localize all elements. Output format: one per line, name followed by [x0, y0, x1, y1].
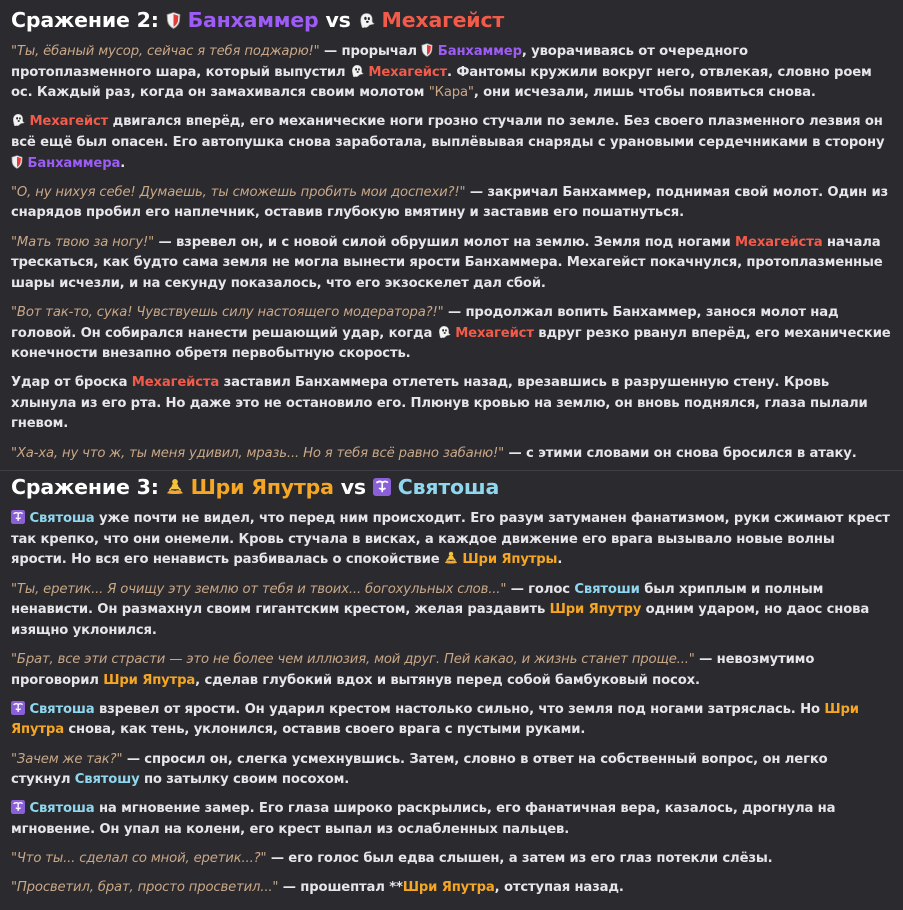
battle-3-heading — [11, 471, 891, 501]
quote: "Ха-ха, ну что ж, ты меня удивил, мразь... Но я тебя всё равно забаню!" — [11, 445, 505, 461]
quote: "Мать твою за ногу!" — [11, 234, 155, 250]
fighter-name: Мехагейст — [29, 114, 109, 130]
fighter-name: Шри Япутру — [549, 602, 642, 618]
fighter-name: Мехагейст — [368, 64, 448, 80]
fighter-name: Шри Япутра — [103, 672, 196, 688]
ghost-icon — [358, 12, 375, 29]
paragraph: "Брат, все эти страсти — это не более чем иллюзия, мой друг. Пей какао, и жизнь станет проще..." — невозмутимо проговорил Шри Япутра, сделав глубокий вдох и вытянув перед собой бамбуковый посох. — [11, 652, 815, 688]
quote: "Просветил, брат, просто просветил..." — [11, 880, 279, 896]
ghost-icon — [350, 64, 364, 78]
fighter-name: Святоша — [29, 701, 95, 717]
quote: "Брат, все эти страсти — это не более чем иллюзия, мой друг. Пей какао, и жизнь станет проще..." — [11, 652, 695, 667]
paragraph: "Ты, еретик... Я очищу эту землю от тебя и твоих... богохульных слов..." — голос Святоши был хриплым и полным ненависти. Он размахнул своим гигантским крестом, желая раздавить Шри Япутру одним ударом, но даос снова изящно уклонился. — [11, 581, 870, 638]
fighter-name: Мехагейст — [455, 325, 534, 341]
ghost-icon — [437, 325, 451, 339]
paragraph: "Ха-ха, ну что ж, ты меня удивил, мразь... Но я тебя всё равно забаню!" — с этими словами он снова бросился в атаку. — [11, 445, 857, 461]
heading-prefix: Сражение 3: — [11, 475, 159, 500]
paragraph: "Вот так-то, сука! Чувствуешь силу настоящего модератора?!" — продолжал вопить Банхаммер, занося молот над головой. Он собирался нанести решающий удар, когда Мехагейст вдруг резко рванул вперёд, его механические конечности внезапно обретя первобытную скорость. — [11, 304, 891, 362]
paragraph: Святоша уже почти не видел, что перед ним происходит. Его разум затуманен фанатизмом, руки сжимают крест так крепко, что они онемели. Кровь стучала в висках, а каждое движение его врага вызывало новые волны ярости. Но вся его ненависть разбивалась о спокойствие Шри Япутры. — [11, 511, 890, 568]
paragraph: "Мать твою за ногу!" — взревел он, и с новой силой обрушил молот на землю. Земля под ногами Мехагейста начала трескаться, как будто сама земля не могла вынести ярости Банхаммера. Мехагейст покачнулся, протоплазменные шары исчезли, и на секунду показалось, что его экзоскелет дал сбой. — [11, 234, 883, 291]
heading-prefix: Сражение 2: — [11, 8, 159, 32]
fighter-name: Шри Япутра — [190, 475, 334, 500]
quote: "Зачем же так?" — [11, 751, 123, 767]
fighter-name: Святошу — [74, 772, 140, 788]
ophiuchus-icon — [11, 701, 25, 715]
fighter-name: Мехагейста — [131, 375, 220, 391]
fighter-name: Святоша — [29, 511, 95, 527]
paragraph: "О, ну нихуя себе! Думаешь, ты сможешь пробить мои доспехи?!" — закричал Банхаммер, поднимая свой молот. Один из снарядов пробил его наплечник, оставив глубокую вмятину и заставив его пошатнуться. — [11, 184, 889, 221]
paragraph: Святоша взревел от ярости. Он ударил крестом настолько сильно, что земля под ногами затряслась. Но Шри Япутра снова, как тень, уклонился, оставив своего врага с пустыми руками. — [11, 701, 859, 738]
fighter-name: Шри Япутра — [402, 880, 495, 896]
hammer-name: "Кара" — [428, 85, 474, 101]
fighter-name: Шри Япутра — [11, 701, 859, 738]
fighter-name: Банхаммер — [437, 44, 522, 59]
quote: "Ты, ёбаный мусор, сейчас я тебя поджарю!" — [11, 44, 320, 59]
quote: "Что ты... сделал со мной, еретик...?" — [11, 851, 267, 867]
paragraph: "Просветил, брат, просто просветил..." — прошептал **Шри Япутра, отступая назад. — [11, 880, 624, 896]
fighter-name: Святоша — [29, 801, 95, 817]
fighter-name: Мехагейста — [735, 234, 823, 250]
battle-2-heading — [11, 6, 891, 34]
fighter-name: Мехагейст — [381, 8, 505, 32]
ophiuchus-icon — [373, 478, 391, 496]
shield-icon — [11, 155, 23, 169]
shield-icon — [421, 43, 433, 57]
paragraph: Святоша на мгновение замер. Его глаза широко раскрылись, его фанатичная вера, казалось, дрогнула на мгновение. Он упал на колени, его крест выпал из ослабленных пальцев. — [11, 801, 836, 837]
paragraph: Мехагейст двигался вперёд, его механические ноги грозно стучали по земле. Без своего плазменного лезвия он всё ещё был опасен. Его автопушка снова заработала, выплёвывая снаряды с урановыми сердечниками в сторону Банхаммера. — [11, 114, 885, 171]
ophiuchus-icon — [11, 510, 25, 524]
shield-icon — [166, 12, 181, 29]
paragraph: "Зачем же так?" — спросил он, слегка усмехнувшись. Затем, словно в ответ на собственный вопрос, он легко стукнул Святошу по затылку своим посохом. — [11, 751, 828, 788]
quote: "Ты, еретик... Я очищу эту землю от тебя и твоих... богохульных слов..." — [11, 581, 507, 597]
fighter-name: Святоша — [397, 475, 500, 500]
meditating-person-icon — [444, 551, 458, 565]
quote: "Вот так-то, сука! Чувствуешь силу настоящего модератора?!" — [11, 304, 444, 320]
fighter-name: Святоши — [574, 581, 640, 597]
vs-label: vs — [340, 475, 366, 500]
paragraph: "Ты, ёбаный мусор, сейчас я тебя поджарю!" — прорычал Банхаммер, уворачиваясь от очередного протоплазменного шара, который выпустил Мехагейст. Фантомы кружили вокруг него, отвлекая, словно роем ос. Каждый раз, когда он замахивался своим молотом "Кара", они исчезали, лишь чтобы появиться снова. — [11, 44, 872, 101]
ghost-icon — [11, 113, 25, 127]
fighter-name: Банхаммер — [187, 8, 319, 32]
meditating-person-icon — [166, 478, 184, 496]
quote: "О, ну нихуя себе! Думаешь, ты сможешь пробить мои доспехи?!" — [11, 184, 466, 200]
paragraph: "Что ты... сделал со мной, еретик...?" — его голос был едва слышен, а затем из его глаз потекли слёзы. — [11, 851, 773, 867]
fighter-name: Банхаммера — [27, 155, 121, 171]
vs-label: vs — [325, 8, 351, 32]
ophiuchus-icon — [11, 800, 25, 814]
paragraph: Удар от броска Мехагейста заставил Банхаммера отлететь назад, врезавшись в разрушенную стену. Кровь хлынула из его рта. Но даже это не остановило его. Плюнув кровью на землю, он вновь поднялся, глаза пылали гневом. — [11, 375, 868, 432]
fighter-name: Шри Япутры — [462, 552, 558, 568]
